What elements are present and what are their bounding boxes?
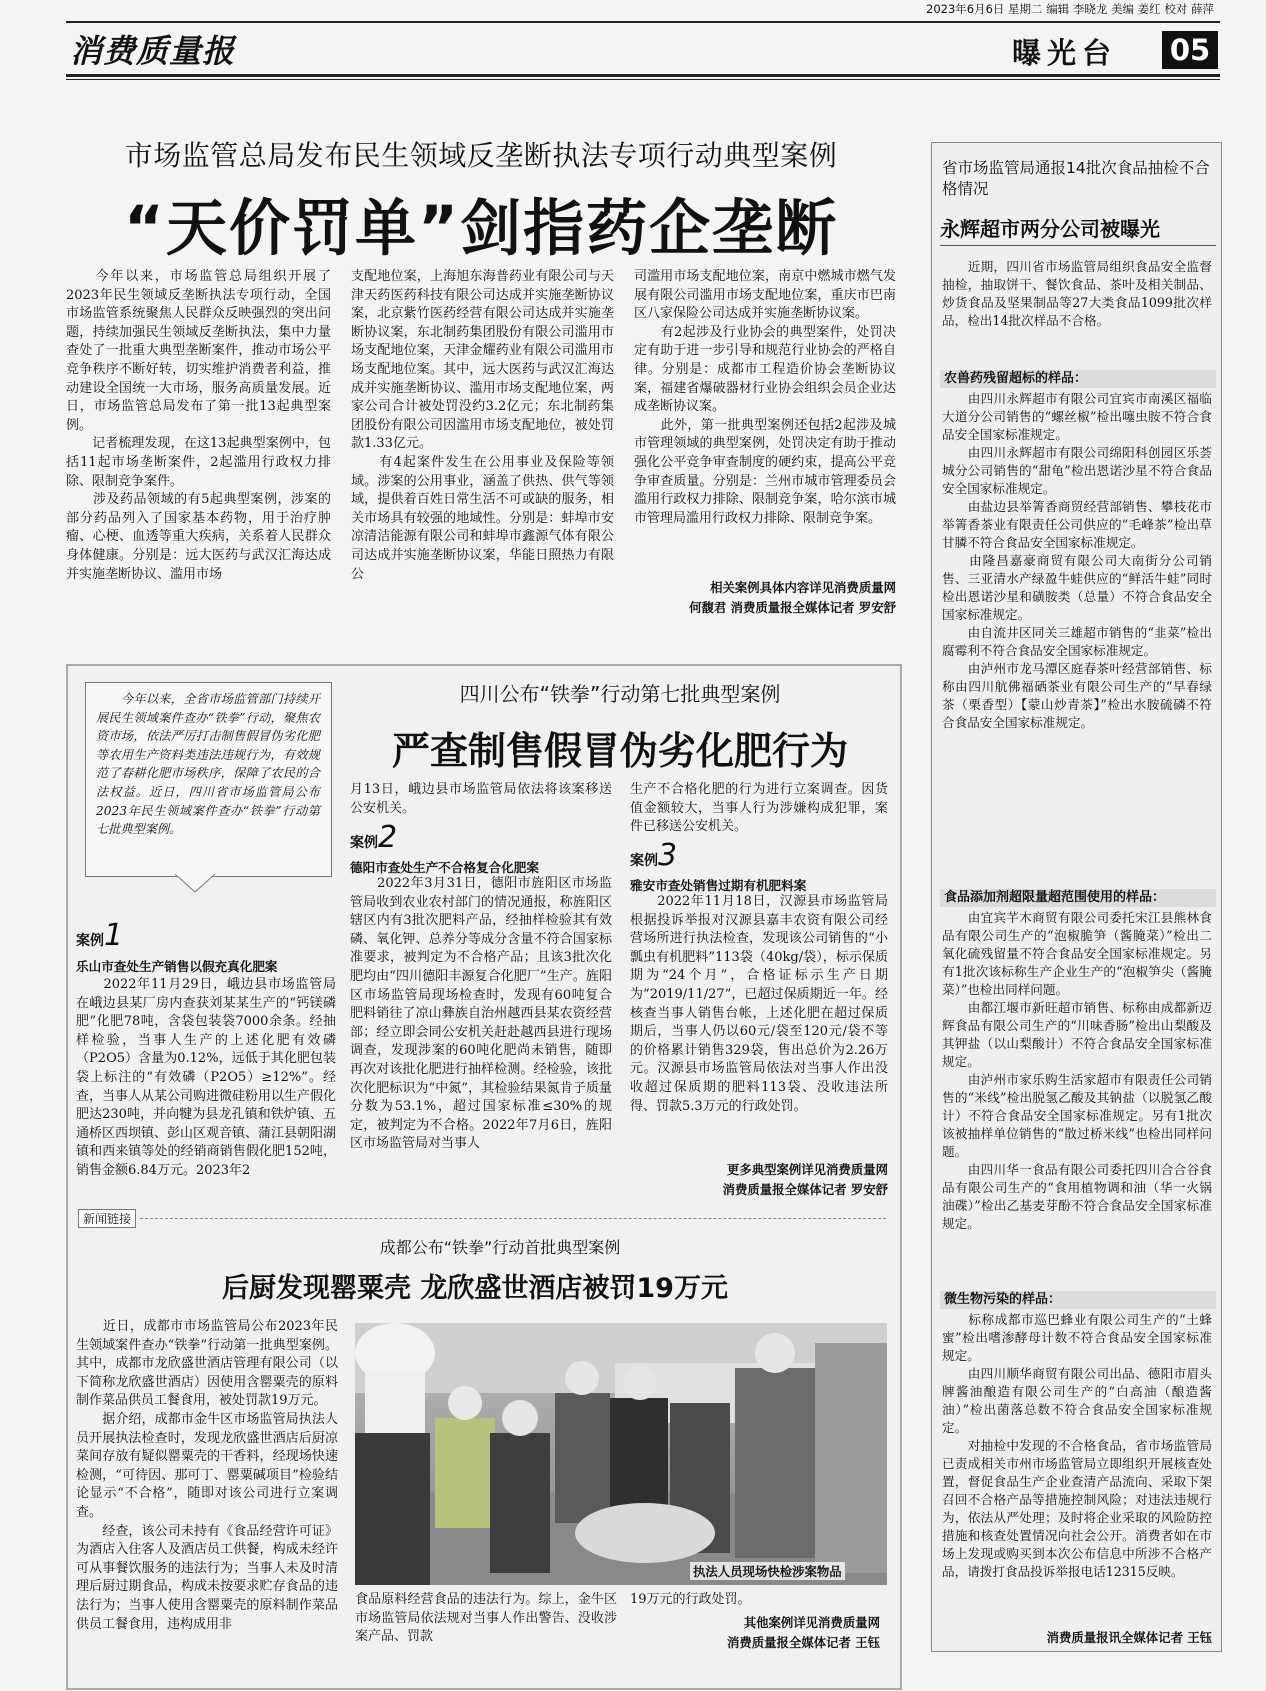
header-rule-thin (66, 79, 1220, 80)
page-number: 05 (1162, 31, 1218, 69)
section-title: 曝光台 (1012, 36, 1118, 70)
bottom-byline-1: 其他案例详见消费质量网 (743, 1615, 880, 1630)
case-1-number: 1 (104, 918, 124, 953)
top-rule (66, 21, 1220, 23)
lead-column-2: 支配地位案，上海旭东海普药业有限公司与天津天药医药科技有限公司达成并实施垄断协议案，北京紫竹医药经营有限公司达成并实施垄断协议案，东北制药集团股份有限公司滥用市场支配地位案，天津金耀药业有限公司滥用市场支配地位案。其中，远大医药与武汉汇海达成并实施垄断协议、滥用市场支配地位案，两家公司合计被处罚没约3.2亿元；东北制药集团股份有限公司因滥用市场支配地位，被处罚款1.33亿元。 有4起案件发生在公用事业及保险等领域。涉案的公用事业，涵盖了供热、供气等领域，提供着百姓日常生活不可或缺的服务，相关市场具有较强的地域性。分别是：蚌埠市安凉清洁能源有限公司和蚌埠市鑫源气体有限公司达成并实施垄断协议案，华能日照热力有限公 (351, 269, 614, 582)
sidebar-category-pesticide-text: 由四川永辉超市有限公司宜宾市南溪区福临大道分公司销售的“螺丝椒”检出噻虫胺不符合食品安全国家标准规定。 由四川永辉超市有限公司绵阳科创园区乐荟城分公司销售的“甜龟”检出恩诺沙星不符合食品安全国家标准规定。 由盐边县举箐香商贸经营部销售、攀枝花市举箐香茶业有限责任公司供应的“毛峰茶”检出草甘膦不符合食品安全国家标准规定。 由隆昌嘉豪商贸有限公司大南街分公司销售、三亚清水产绿盈牛蛙供应的“鲜活牛蛙”同时检出恩诺沙星和磺胺类（总量）不符合食品安全国家标准规定。 由自流井区同关三雄超市销售的“韭菜”检出腐霉利不符合食品安全国家标准规定。 由泸州市龙马潭区庭春茶叶经营部销售、标称由四川航佛福硒茶业有限公司生产的“早春绿茶（栗香型）【蒙山炒青茶】”检出水胺硫磷不符合食品安全国家标准规定。 (942, 391, 1212, 730)
fertilizer-title: 严查制售假冒伪劣化肥行为 (391, 729, 848, 773)
lead-column-3: 司滥用市场支配地位案，南京中燃城市燃气发展有限公司滥用市场支配地位案，重庆市巴南区八家保险公司达成并实施垄断协议案。 有2起涉及行业协会的典型案件，处罚决定有助于进一步引导和规范行业协会的严格自律。分别是：成都市工程造价协会垄断协议案，福建省爆破器材行业协会组织会员企业达成垄断协议案。 此外，第一批典型案例还包括2起涉及城市管理领域的典型案例，处罚决定有助于推动强化公平竞争审查制度的硬约束，提高公平竞争审查质量。分别是：兰州市城市管理委员会滥用行政权力排除、限制竞争案，哈尔滨市城市管理局滥用行政权力排除、限制竞争案。 (634, 269, 896, 526)
sidebar-category-pesticide: 农兽药残留超标的样品： (940, 370, 1216, 388)
sidebar-byline: 消费质量报讯全媒体记者 王钰 (1046, 1630, 1212, 1645)
case-2-text: 2022年3月31日，德阳市旌阳区市场监管局收到农业农村部门的情况通报，称旌阳区辖区内有3批次肥料产品，经抽样检验其有效磷、氧化钾、总养分等成分含量不符合国家标准要求，被判定为不合格产品；且该3批次化肥均由“四川德阳丰源复合化肥厂”生产。旌阳区市场监管局现场检查时，发现有60吨复合肥料销往了凉山彝族自治州越西县某农资经营部；经立即会同公安机关赶赴越西县进行现场调查，发现涉案的60吨化肥尚未销售，随即再次对该批化肥进行抽样检测。经检验，该批次化肥标识为“中氮”，其检验结果氮肯子质量分数为53.1%，超过国家标准≤30%的规定，被判定为不合格。2022年7月6日，旌阳区市场监管局对当事人 (350, 876, 612, 1152)
enforcement-photo (355, 1323, 887, 1585)
bottom-column-1: 近日，成都市市场监管局公布2023年民生领域案件查办“铁拳”行动第一批典型案例。其中，成都市龙欣盛世酒店管理有限公司（以下简称龙欣盛世酒店）因使用含罂粟壳的原料制作菜品供员工餐食用，被处罚款19万元。 据介绍，成都市金牛区市场监管局执法人员开展执法检查时，发现龙欣盛世酒店后厨凉菜间存放有疑似罂粟壳的干香料，经现场快速检测，“可待因、那可丁、罂粟碱项目”检验结论显示“不合格”，随即对该公司进行立案调查。 经查，该公司未持有《食品经营许可证》为酒店入住客人及酒店员工供餐，构成未经许可从事餐饮服务的违法行为；当事人未及时清理后厨过期食品，构成未按要求贮存食品的违法行为；当事人使用含罂粟壳的原料制作菜品供员工餐食用，违构成用非 (76, 1319, 338, 1632)
case-3-title: 雅安市查处销售过期有机肥料案 (630, 878, 807, 893)
sidebar-rule (940, 245, 1216, 246)
photo-caption: 执法人员现场快检涉案物品 (690, 1562, 845, 1580)
bottom-column-2: 食品原料经营食品的违法行为。综上，金牛区市场监管局依法规对当事人作出警告、没收涉案产品、罚款 (355, 1592, 617, 1645)
lead-column-1: 今年以来，市场监管总局组织开展了2023年民生领域反垄断执法专项行动，全国市场监管系统聚焦人民群众反映强烈的突出问题，持续加强民生领域反垄断执法，集中力量查处了一批重大典型垄断案件，推动市场公平竞争秩序不断好转，切实维护消费者利益，推动建设全国统一大市场，服务高质量发展。近日，市场监管总局发布了第一批13起典型案例。 记者梳理发现，在这13起典型案例中，包括11起市场垄断案件，2起滥用行政权力排除、限制竞争案件。 涉及药品领域的有5起典型案例，涉案的部分药品列入了国家基本药物，用于治疗肿瘤、心梗、血透等重大疾病，关系着人民群众身体健康。分别是：远大医药与武汉汇海达成并实施垄断协议、滥用市场 (66, 269, 331, 582)
sidebar-kicker: 省市场监管局通报14批次食品抽检不合格情况 (942, 159, 1210, 198)
case-2-label (350, 820, 397, 855)
header-rule (66, 74, 1220, 77)
bottom-byline-2: 消费质量报全媒体记者 王钰 (726, 1635, 880, 1650)
lead-headline: “天价罚单”剑指药企垄断 (123, 193, 839, 264)
case-2-continued: 生产不合格化肥的行为进行立案调查。因货值金额较大，当事人行为涉嫌构成犯罪，案件已移送公安机关。 (630, 782, 888, 835)
intro-pointer (175, 874, 215, 894)
case-2-number: 2 (378, 820, 398, 855)
fertilizer-kicker: 四川公布“铁拳”行动第七批典型案例 (459, 682, 781, 706)
bottom-kicker: 成都公布“铁拳”行动首批典型案例 (379, 1238, 621, 1257)
sidebar-title: 永辉超市两分公司被曝光 (940, 217, 1160, 241)
fertilizer-byline-1: 更多典型案例详见消费质量网 (726, 1162, 888, 1177)
case-2-title: 德阳市查处生产不合格复合化肥案 (350, 860, 539, 875)
sidebar-category-microbe: 微生物污染的样品： (940, 1291, 1216, 1309)
news-link-tag: 新闻链接 (78, 1209, 136, 1228)
case-1-text: 2022年11月29日，峨边县市场监管局在峨边县某厂房内查获刘某某生产的“钙镁磷肥”化肥78吨，含袋包装袋7000余条。经抽样检验，当事人生产的上述化肥有效磷（P2O5）含量为0.12%，远低于其化肥包装袋上标注的“有效磷（P2O5）≥12%”。经查，当事人从某公司购进微硅粉用以生产假化肥达230吨，并向犍为县龙孔镇和铁炉镇、五通桥区西坝镇、彭山区观音镇、蒲江县朝阳湖镇和西来镇等处的经销商销售假化肥152吨，销售金额6.84万元。2023年2 (76, 977, 336, 1178)
sidebar-category-additive: 食品添加剂超限量超范围使用的样品： (940, 889, 1216, 907)
lead-kicker: 市场监管总局发布民生领域反垄断执法专项行动典型案例 (124, 139, 838, 172)
case-1-title: 乐山市查处生产销售以假充真化肥案 (76, 959, 278, 974)
case-3-number: 3 (658, 838, 678, 873)
case-1-label-text: 案例 (76, 933, 104, 949)
lead-byline-2: 何馥君 消费质量报全媒体记者 罗安舒 (689, 600, 896, 615)
case-1-label (76, 918, 123, 953)
sidebar-category-microbe-text: 标称成都市巡巴蜂业有限公司生产的“土蜂蜜”检出嗜渗酵母计数不符合食品安全国家标准规定。 由四川顺华商贸有限公司出品、德阳市眉头牌酱油酿造有限公司生产的“白高油（酿造酱油）”检出菌落总数不符合食品安全国家标准规定。 对抽检中发现的不合格食品，省市场监管局已责成相关市州市场监管局立即组织开展核查处置，督促食品生产企业查清产品流向、采取下架召回不合格产品等措施控制风险；对违法违规行为，依法从严处理；及时将企业采取的风险防控措施和核查处置情况向社会公开。消费者如在市场上发现或购买到本次公布信息中所涉不合格产品，请拨打食品投诉举报电话12315反映。 (942, 1312, 1212, 1579)
lead-byline-1: 相关案例具体内容详见消费质量网 (710, 580, 896, 595)
sidebar-intro: 近期，四川省市场监管局组织食品安全监督抽检，抽取饼干、餐饮食品、茶叶及相关制品、炒货食品及坚果制品等27大类食品1099批次样品，检出14批次样品不合格。 (942, 259, 1212, 328)
masthead: 消费质量报 (70, 32, 236, 70)
fertilizer-byline-2: 消费质量报全媒体记者 罗安舒 (722, 1182, 888, 1197)
fertilizer-intro-text: 今年以来，全省市场监管部门持续开展民生领域案件查办“铁拳”行动，聚焦农资市场，依法严厉打击制售假冒伪劣化肥等农用生产资料类违法违规行为，有效规范了春耕化肥市场秩序，保障了农民的合法权益。近日，四川省市场监管局公布2023年民生领域案件查办“铁拳”行动第七批典型案例。 (96, 692, 320, 837)
bottom-title: 后厨发现罂粟壳 龙欣盛世酒店被罚19万元 (222, 1273, 728, 1304)
sidebar-category-additive-text: 由宜宾芊木商贸有限公司委托宋江县熊林食品有限公司生产的“泡椒脆笋（酱腌菜）”检出二氧化硫残留量不符合食品安全国家标准规定。另有1批次该标称生产企业生产的“泡椒笋尖（酱腌菜）”也检出同样问题。 由都江堰市新旺超市销售、标称由成都新迈辉食品有限公司生产的“川味香肠”检出山梨酸及其钾盐（以山梨酸计）不符合食品安全国家标准规定。 由泸州市家乐购生活家超市有限责任公司销售的“米线”检出脱氢乙酸及其钠盐（以脱氢乙酸计）不符合食品安全国家标准规定。另有1批次该被抽样单位销售的“散过桥米线”也检出同样问题。 由四川华一食品有限公司委托四川合合谷食品有限公司生产的“食用植物调和油（华一火锅油碟）”检出乙基麦芽酚不符合食品安全国家标准规定。 (942, 910, 1212, 1231)
case-1-continued: 月13日，峨边县市场监管局依法将该案移送公安机关。 (350, 782, 612, 816)
case-3-label (630, 838, 677, 873)
photo-illustration (355, 1323, 887, 1585)
dateline: 2023年6月6日 星期二 编辑 李晓龙 美编 姜红 校对 薛萍 (926, 2, 1214, 16)
case-3-label-text: 案例 (630, 853, 658, 869)
case-2-label-text: 案例 (350, 835, 378, 851)
news-link-rule (140, 1218, 886, 1220)
case-3-text: 2022年11月18日，汉源县市场监管局根据投诉举报对汉源县嘉丰农资有限公司经营场所进行执法检查，发现该公司销售的“小瓢虫有机肥料”113袋（40kg/袋），标示保质期为“24个月”，合格证标示生产日期为“2019/11/27”，已超过保质期近一年。经核查当事人销售台帐，上述化肥在超过保质期后，当事人仍以60元/袋至120元/袋不等的价格累计销售329袋，售出总价为2.26万元。汉源县市场监管局依法对当事人作出没收超过保质期的肥料113袋、没收违法所得、罚款5.3万元的行政处罚。 (630, 894, 888, 1114)
bottom-column-3: 19万元的行政处罚。 (630, 1592, 751, 1607)
